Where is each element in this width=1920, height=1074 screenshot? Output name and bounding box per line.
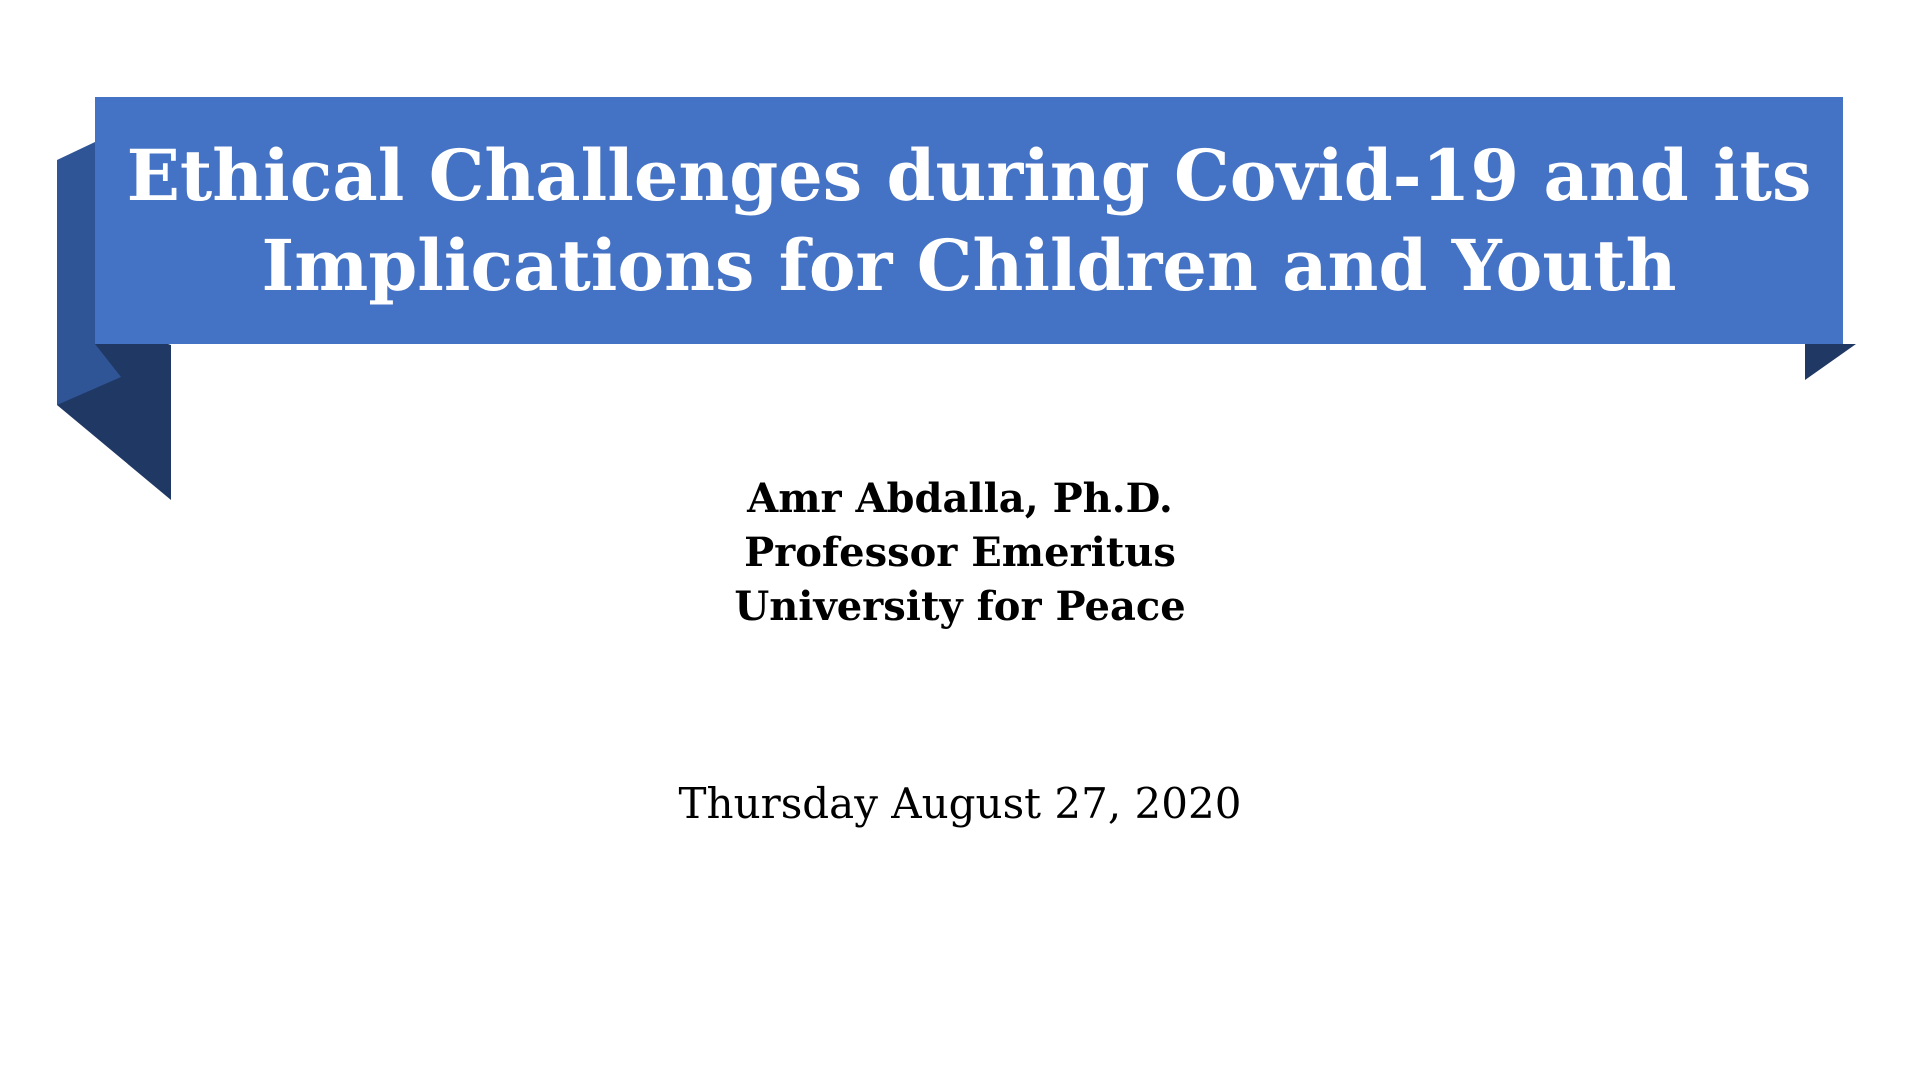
- slide-title-line-2: Implications for Children and Youth: [261, 223, 1677, 307]
- title-banner: [95, 97, 1843, 344]
- right-ribbon-fold: [1805, 344, 1856, 380]
- author-block: [0, 472, 1920, 634]
- author-name: Amr Abdalla, Ph.D.: [747, 475, 1173, 522]
- author-affiliation: University for Peace: [734, 583, 1186, 630]
- presentation-date: Thursday August 27, 2020: [678, 779, 1242, 828]
- slide-title-line-1: Ethical Challenges during Covid-19 and its: [126, 133, 1812, 217]
- author-title: Professor Emeritus: [744, 529, 1176, 576]
